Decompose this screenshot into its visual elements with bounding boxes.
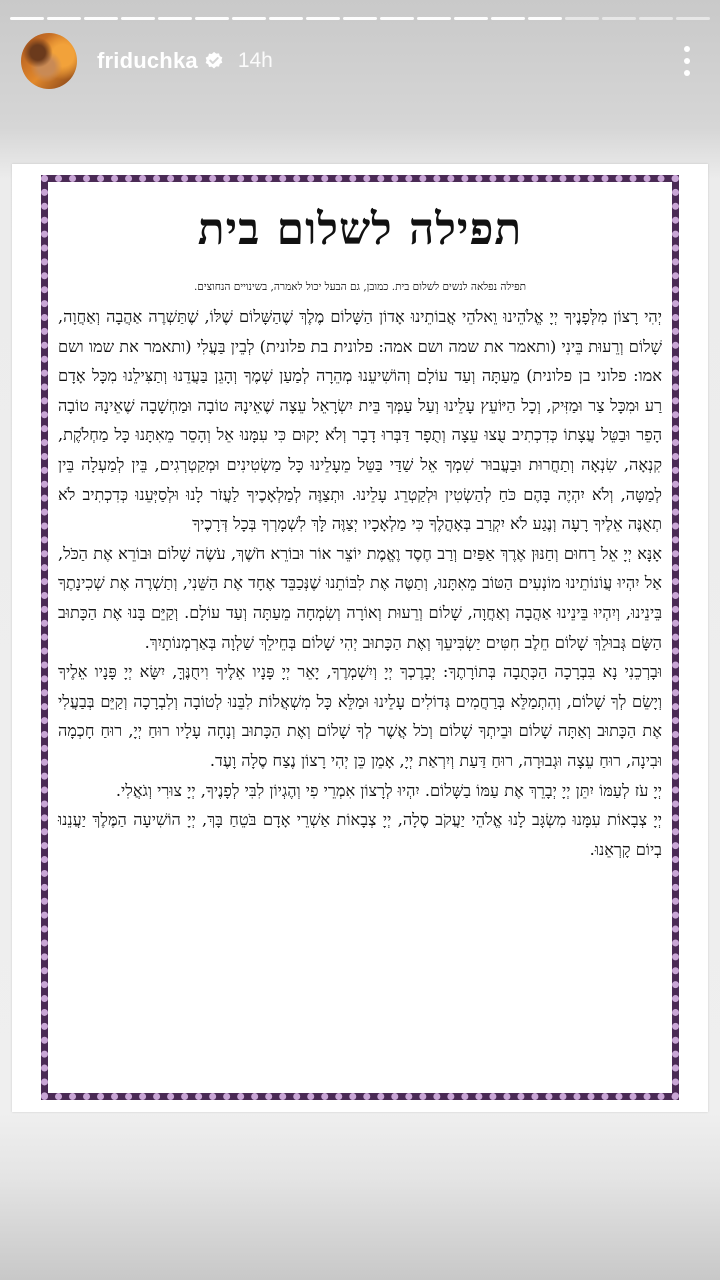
progress-segment xyxy=(84,17,118,20)
progress-segment xyxy=(10,17,44,20)
progress-segment xyxy=(232,17,266,20)
progress-segment xyxy=(269,17,303,20)
verified-badge-icon xyxy=(204,51,224,71)
prayer-paragraph: יְיָ צְבָאוֹת עִמָּנוּ מִשְׂגָּב לָנוּ אֱלֹהֵי יַעֲקֹב סֶלָה, יְיָ צְבָאוֹת אַשְׁרֵי אָדָם בֹּטֵחַ בָּךְ, יְיָ הוֹשִׁיעָה הַמֶּלֶךְ יַעֲנֵנוּ בְיוֹם קָרְאֵנוּ. xyxy=(58,810,662,859)
progress-segment xyxy=(380,17,414,20)
prayer-document xyxy=(48,182,672,1093)
progress-segment xyxy=(676,17,710,20)
progress-segment xyxy=(195,17,229,20)
more-vertical-icon xyxy=(684,70,690,76)
more-vertical-icon xyxy=(684,58,690,64)
progress-segment xyxy=(343,17,377,20)
document-subtitle: תפילה נפלאה לנשים לשלום בית. כמובן, גם הבעל יכול לאמרה, בשינויים הנחוצים. xyxy=(193,281,527,293)
progress-segment xyxy=(602,17,636,20)
progress-segment xyxy=(639,17,673,20)
story-header xyxy=(21,36,706,86)
progress-segment xyxy=(158,17,192,20)
progress-segment xyxy=(454,17,488,20)
progress-segment xyxy=(417,17,451,20)
more-options-button[interactable] xyxy=(682,46,692,76)
progress-segment xyxy=(528,17,562,20)
document-title: תפילה לשלום בית xyxy=(197,204,523,255)
document-body xyxy=(58,302,662,864)
progress-segment xyxy=(47,17,81,20)
progress-segment xyxy=(565,17,599,20)
timestamp: 14h xyxy=(237,49,273,72)
progress-segment xyxy=(491,17,525,20)
more-vertical-icon xyxy=(684,46,690,52)
progress-segment xyxy=(121,17,155,20)
prayer-paragraph: אָנָּא יְיָ אֵל רַחוּם וְחַנּוּן אֶרֶךְ אַפַּיִם וְרַב חֶסֶד וֶאֱמֶת יוֹצֵר אוֹר וּבוֹרֵא חֹשֶׁךְ, עֹשֶׂה שָׁלוֹם וּבוֹרֵא אֶת הַכֹּל, אַל יִהְיוּ עֲוֹנוֹתֵינוּ מוֹנְעִים הַטּוֹב מֵאִתָּנוּ, וְתַטֶּה אֶת לִבּוֹתֵנוּ שֶׁנְּכַבֵּד אֶחָד אֶת הַשֵּׁנִי, וְתַשְׁרֶה אֶת שְׁכִינָתֶךָ בֵּינֵינוּ, וְיִהְיוּ בֵּינֵינוּ אַהֲבָה וְאַחֲוָה, שָׁלוֹם וְרֵעוּת וְאוֹרָה וְשִׂמְחָה מֵעַתָּה וְעַד עוֹלָם. וְקַיֵּם בָּנוּ אֶת הַכָּתוּב הַשָּׂם גְּבוּלֵךְ שָׁלוֹם חֵלֶב חִטִּים יַשְׂבִּיעֵךְ וְאֶת הַכָּתוּב יְהִי שָׁלוֹם בְּחֵילֵךְ שַׁלְוָה בְּאַרְמְנוֹתָיִךְ. xyxy=(58,543,662,652)
progress-segment xyxy=(306,17,340,20)
document-border-frame xyxy=(41,175,679,1100)
prayer-paragraph: יְיָ עֹז לְעַמּוֹ יִתֵּן יְיָ יְבָרֵךְ אֶת עַמּוֹ בַשָּׁלוֹם. יִהְיוּ לְרָצוֹן אִמְרֵי פִי וְהֶגְיוֹן לִבִּי לְפָנֶיךָ, יְיָ צוּרִי וְגֹאֲלִי. xyxy=(115,780,662,800)
prayer-paragraph: יְהִי רָצוֹן מִלְּפָנֶיךָ יְיָ אֱלֹהֵינוּ וֵאלֹהֵי אֲבוֹתֵינוּ אָדוֹן הַשָּׁלוֹם מֶלֶךְ שֶׁהַשָּׁלוֹם שֶׁלּוֹ, שֶׁתַּשְׁרֶה אַהֲבָה וְאַחֲוָה, שָׁלוֹם וְרֵעוּת בֵּינִי (ותאמר את שמה ושם אמה: פלונית בת פלונית) לְבֵין בַּעֲלִי (ותאמר את שמו ושם אמו: פלוני בן פלונית) מֵעַתָּה וְעַד עוֹלָם וְהוֹשִׁיעֵנוּ מְהֵרָה לְמַעַן שְׁמֶךָ וְהָגֵן בַּעֲדֵנוּ וְתַצִּילֵנוּ מִכָּל אָדָם רַע וּמִכָּל צַר וּמַזִּיק, וְכָל הַיּוֹעֵץ עָלֵינוּ וְעַל עַמְּךָ בֵּית יִשְׂרָאֵל עֵצָה שֶׁאֵינָהּ טוֹבָה וּמַחְשָׁבָה שֶׁאֵינָהּ טוֹבָה הָפֵר וּבַטֵּל עֲצָתוֹ כְּדִכְתִיב עֻצוּ עֵצָה וְתֻפָר דַּבְּרוּ דָבָר וְלֹא יָקוּם כִּי עִמָּנוּ אֵל וְהָסֵר מֵאִתָּנוּ כָּל מַחְלֹקֶת, קִנְאָה, שִׂנְאָה וְתַחֲרוּת וּבַעֲבוּר שִׁמְךָ אֵל שַׁדַּי בַּטֵּל מֵעָלֵינוּ כָּל מַשְׂטִינִים וּמְקַטְרְגִים, בֵּין לְמַעְלָה בֵּין לְמַטָּה, וְלֹא יִהְיֶה בָּהֶם כֹּחַ לְהַשְׂטִין וּלְקַטְרֵג עָלֵינוּ. וּתְצַוֶּה לְמַלְאָכֶיךָ לַעֲזֹר לָנוּ וּלְסַיְּעֵנוּ כְּדִכְתִיב לֹא תְאֻנֶּה אֵלֶיךָ רָעָה וְנֶגַע לֹא יִקְרַב בְּאָהֳלֶךָ כִּי מַלְאָכָיו יְצַוֶּה לָּךְ לִשְׁמָרְךָ בְּכָל דְּרָכֶיךָ xyxy=(58,307,662,534)
avatar[interactable] xyxy=(21,33,77,89)
username[interactable]: friduchka xyxy=(97,48,198,73)
story-progress-bar xyxy=(10,17,710,20)
prayer-paragraph: וּבָרְכֵנִי נָא בִּבְרָכָה הַכְּתֻבָה בְּתוֹרָתֶךָ: יְבָרֶכְךָ יְיָ וְיִשְׁמְרֶךָ, יָאֵר יְיָ פָּנָיו אֵלֶיךָ וִיחֻנֶּךָּ, יִשָּׂא יְיָ פָּנָיו אֵלֶיךָ וְיָשֵׂם לְךָ שָׁלוֹם, וְהִתְמַלֵּא בְּרַחֲמִים גְּדוֹלִים עָלֵינוּ וּמַלֵּא כָּל מִשְׁאֲלוֹת לִבֵּנוּ לְטוֹבָה וְלִבְרָכָה וְקַיֵּם בְּבַעֲלִי אֶת הַכָּתוּב וְאַתָּה שָׁלוֹם וּבֵיתְךָ שָׁלוֹם וְכֹל אֲשֶׁר לְךָ שָׁלוֹם וְאֶת הַכָּתוּב וְנָחָה עָלָיו רוּחַ יְיָ, רוּחַ חָכְמָה וּבִינָה, רוּחַ עֵצָה וּגְבוּרָה, רוּחַ דַּעַת וְיִרְאַת יְיָ, אָמֵן כֵּן יְהִי רָצוֹן נֶצַח סֶלָה וָעֶד. xyxy=(58,662,662,770)
story-media-card[interactable] xyxy=(12,164,708,1112)
